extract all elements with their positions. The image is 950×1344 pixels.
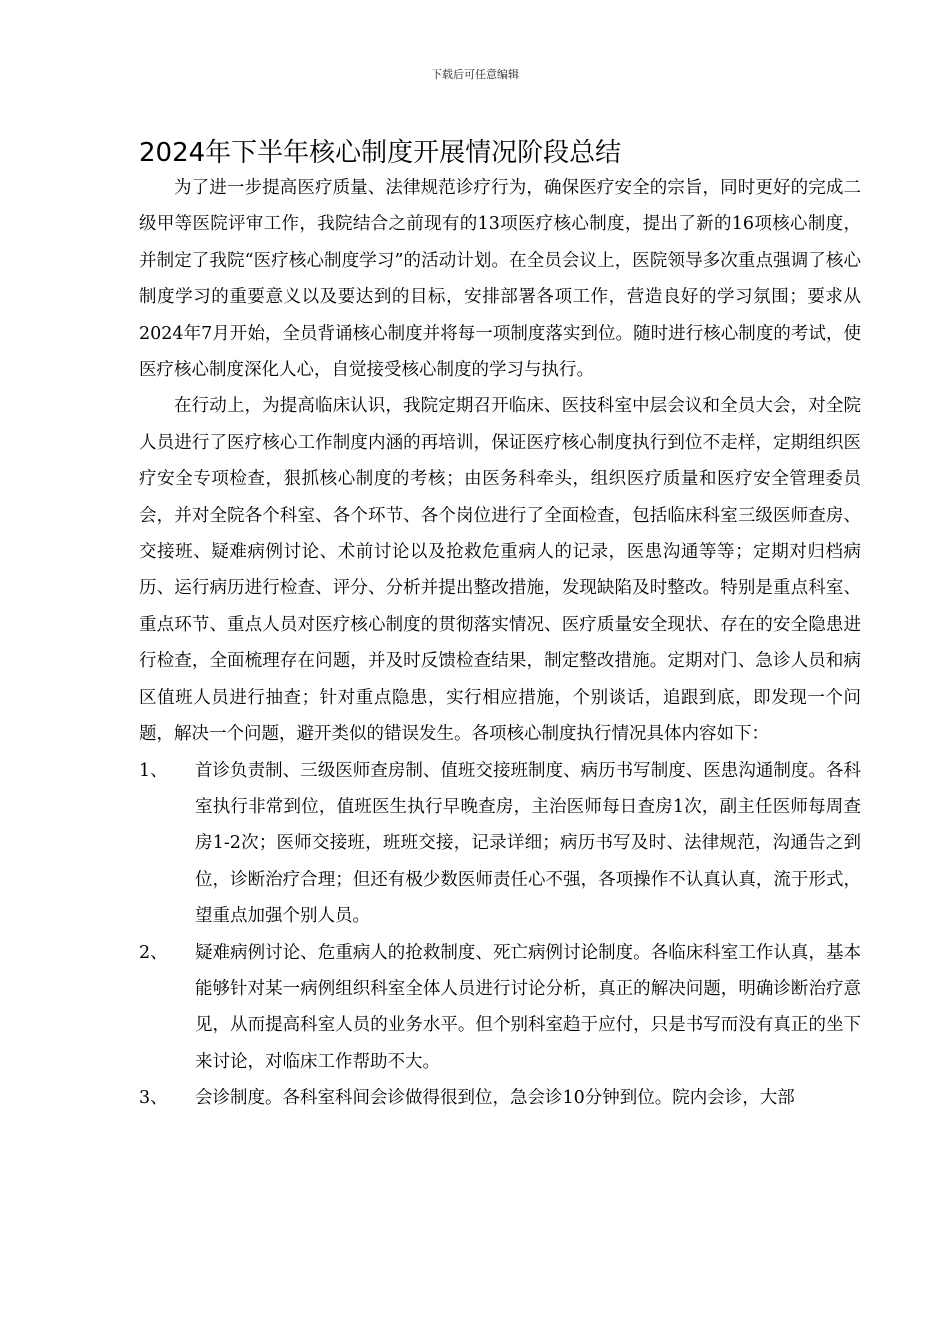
paragraph-intro: 为了进一步提高医疗质量、法律规范诊疗行为，确保医疗安全的宗旨，同时更好的完成二级甲等医院评审工作，我院结合之前现有的13项医疗核心制度，提出了新的16项核心制度，并制定了我院“医疗核心制度学习”的活动计划。在全员会议上，医院领导多次重点强调了核心制度学习的重要意义以及要达到的目标，安排部署各项工作，营造良好的学习氛围；要求从2024年7月开始，全员背诵核心制度并将每一项制度落实到位。随时进行核心制度的考试，使医疗核心制度深化人心，自觉接受核心制度的学习与执行。 xyxy=(139,178,861,381)
list-item-text: 首诊负责制、三级医师查房制、值班交接班制度、病历书写制度、医患沟通制度。各科室执行非常到位，值班医生执行早晚查房，主治医师每日查房1次，副主任医师每周查房1-2次；医师交接班，班班交接，记录详细；病历书写及时、法律规范，沟通告之到位，诊断治疗合理；但还有极少数医师责任心不强，各项操作不认真认真，流于形式，望重点加强个别人员。 xyxy=(195,760,861,927)
list-item xyxy=(139,1080,861,1116)
list-item-number: 2、 xyxy=(139,942,168,963)
document-body xyxy=(139,170,861,1117)
list-item xyxy=(139,935,861,1081)
list-item xyxy=(139,753,861,935)
list-item-text: 会诊制度。各科室科间会诊做得很到位，急会诊10分钟到位。院内会诊，大部 xyxy=(195,1088,795,1109)
paragraph-actions: 在行动上，为提高临床认识，我院定期召开临床、医技科室中层会议和全员大会，对全院人员进行了医疗核心工作制度内涵的再培训，保证医疗核心制度执行到位不走样，定期组织医疗安全专项检查，狠抓核心制度的考核；由医务科牵头，组织医疗质量和医疗安全管理委员会，并对全院各个科室、各个环节、各个岗位进行了全面检查，包括临床科室三级医师查房、交接班、疑难病例讨论、术前讨论以及抢救危重病人的记录，医患沟通等等；定期对归档病历、运行病历进行检查、评分、分析并提出整改措施，发现缺陷及时整改。特别是重点科室、重点环节、重点人员对医疗核心制度的贯彻落实情况、医疗质量安全现状、存在的安全隐患进行检查，全面梳理存在问题，并及时反馈检查结果，制定整改措施。定期对门、急诊人员和病区值班人员进行抽查；针对重点隐患，实行相应措施，个别谈话，追跟到底，即发现一个问题，解决一个问题，避开类似的错误发生。各项核心制度执行情况具体内容如下： xyxy=(139,396,861,745)
header-note: 下载后可任意编辑 xyxy=(431,68,519,81)
list-item-text: 疑难病例讨论、危重病人的抢救制度、死亡病例讨论制度。各临床科室工作认真，基本能够针对某一病例组织科室全体人员进行讨论分析，真正的解决问题，明确诊断治疗意见，从而提高科室人员的业务水平。但个别科室趋于应付，只是书写而没有真正的坐下来讨论，对临床工作帮助不大。 xyxy=(195,942,861,1072)
document-title: 2024年下半年核心制度开展情况阶段总结 xyxy=(139,138,622,168)
list-item-number: 1、 xyxy=(139,760,168,781)
list-item-number: 3、 xyxy=(139,1088,168,1109)
